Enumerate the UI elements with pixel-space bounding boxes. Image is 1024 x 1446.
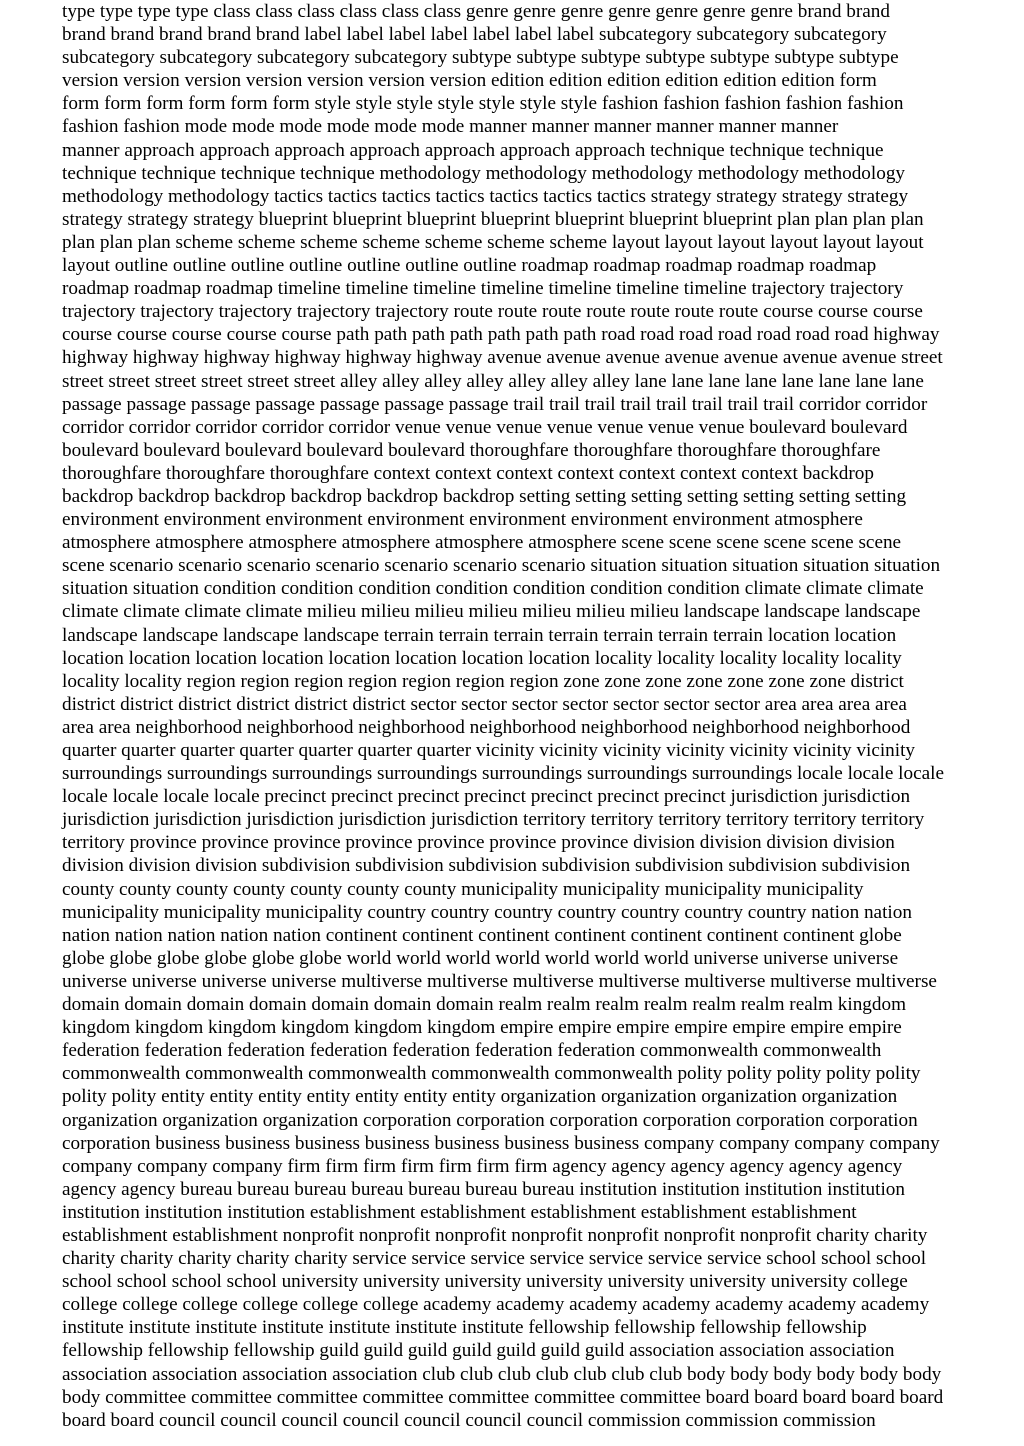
text-line: trajectory trajectory trajectory trajectory trajectory route route route route route route route course course course	[62, 301, 923, 323]
text-line: surroundings surroundings surroundings surroundings surroundings surroundings surroundings locale locale locale	[62, 763, 944, 785]
text-line: college college college college college college academy academy academy academy academy academy academy	[62, 1294, 930, 1316]
text-line: establishment establishment nonprofit nonprofit nonprofit nonprofit nonprofit nonprofit nonprofit charity charity	[62, 1224, 928, 1246]
text-line: scene scenario scenario scenario scenario scenario scenario scenario situation situation situation situation situation	[62, 555, 941, 577]
text-line: association association association association club club club club club club club body body body body body body	[62, 1363, 942, 1385]
text-line: thoroughfare thoroughfare thoroughfare context context context context context context context backdrop	[62, 462, 874, 484]
text-line: roadmap roadmap roadmap timeline timeline timeline timeline timeline timeline timeline trajectory trajectory	[62, 278, 904, 300]
text-line: methodology methodology tactics tactics tactics tactics tactics tactics tactics strategy strategy strategy strategy	[62, 185, 909, 207]
text-line: plan plan plan scheme scheme scheme scheme scheme scheme scheme layout layout layout layout layout layout	[62, 231, 924, 253]
text-line: version version version version version version version edition edition edition edition edition edition form	[62, 70, 877, 92]
text-line: highway highway highway highway highway highway avenue avenue avenue avenue avenue avenue avenue street	[62, 347, 943, 369]
text-line: federation federation federation federation federation federation federation commonwealth commonwealth	[62, 1040, 882, 1062]
text-line: agency agency bureau bureau bureau bureau bureau bureau bureau institution institution institution institution	[62, 1178, 905, 1200]
document-body	[62, 0, 1016, 1432]
text-line: territory province province province province province province province division division division division	[62, 832, 895, 854]
text-line: subcategory subcategory subcategory subcategory subtype subtype subtype subtype subtype subtype subtype	[62, 47, 899, 69]
text-line: environment environment environment environment environment environment environment atmosphere	[62, 509, 863, 531]
text-line: boulevard boulevard boulevard boulevard boulevard thoroughfare thoroughfare thoroughfare thoroughfare	[62, 439, 881, 461]
text-line: organization organization organization corporation corporation corporation corporation corporation corporation	[62, 1109, 918, 1131]
text-line: company company company firm firm firm firm firm firm firm agency agency agency agency agency agency	[62, 1155, 903, 1177]
text-line: institution institution institution establishment establishment establishment establishment establishment	[62, 1201, 857, 1223]
text-line: locale locale locale locale precinct precinct precinct precinct precinct precinct precinct jurisdiction jurisdiction	[62, 786, 911, 808]
text-line: corporation business business business business business business business company company company company	[62, 1132, 940, 1154]
text-line: globe globe globe globe globe globe world world world world world world world universe universe universe	[62, 947, 899, 969]
text-line: county county county county county county county municipality municipality municipality municipality	[62, 878, 864, 900]
text-line: commonwealth commonwealth commonwealth commonwealth commonwealth polity polity polity polity polity	[62, 1063, 921, 1085]
text-line: board board council council council council council council council commission commission commission	[62, 1409, 876, 1431]
text-line: kingdom kingdom kingdom kingdom kingdom kingdom empire empire empire empire empire empire empire	[62, 1017, 902, 1039]
text-line: charity charity charity charity charity service service service service service service service school school school	[62, 1248, 927, 1270]
text-line: brand brand brand brand brand label label label label label label label subcategory subcategory subcategory	[62, 24, 887, 46]
text-line: institute institute institute institute institute institute institute fellowship fellowship fellowship fellowship	[62, 1317, 867, 1339]
text-line: district district district district district district sector sector sector sector sector sector sector area area area area	[62, 693, 907, 715]
text-line: locality locality region region region region region region region zone zone zone zone zone zone zone district	[62, 670, 904, 692]
text-line: passage passage passage passage passage passage passage trail trail trail trail trail trail trail trail corridor corridor	[62, 393, 928, 415]
text-line: landscape landscape landscape landscape terrain terrain terrain terrain terrain terrain terrain location location	[62, 624, 897, 646]
text-line: type type type type class class class class class class genre genre genre genre genre genre genre brand brand	[62, 1, 890, 22]
text-line: area area neighborhood neighborhood neighborhood neighborhood neighborhood neighborhood neighborhood	[62, 716, 911, 738]
text-line: universe universe universe universe multiverse multiverse multiverse multiverse multiverse multiverse multiverse	[62, 970, 937, 992]
text-line: location location location location location location location location locality locality locality locality locality	[62, 647, 902, 669]
text-line: climate climate climate climate milieu milieu milieu milieu milieu milieu milieu landscape landscape landscape	[62, 601, 921, 623]
text-line: body committee committee committee committee committee committee committee board board board board board	[62, 1386, 944, 1408]
text-line: nation nation nation nation nation continent continent continent continent continent continent continent globe	[62, 924, 902, 946]
text-line: jurisdiction jurisdiction jurisdiction jurisdiction jurisdiction territory territory territory territory territory territory	[62, 809, 925, 831]
text-line: backdrop backdrop backdrop backdrop backdrop backdrop setting setting setting setting setting setting setting	[62, 485, 907, 507]
text-line: corridor corridor corridor corridor corridor venue venue venue venue venue venue venue boulevard boulevard	[62, 416, 908, 438]
text-line: quarter quarter quarter quarter quarter quarter quarter vicinity vicinity vicinity vicinity vicinity vicinity vicinity	[62, 740, 916, 761]
text-line: street street street street street street alley alley alley alley alley alley alley lane lane lane lane lane lane lane lane	[62, 370, 924, 392]
text-line: fellowship fellowship fellowship guild guild guild guild guild guild guild association association association	[62, 1340, 895, 1362]
text-line: division division division subdivision subdivision subdivision subdivision subdivision subdivision subdivision	[62, 855, 911, 877]
text-line: layout outline outline outline outline outline outline outline roadmap roadmap roadmap roadmap roadmap	[62, 255, 877, 277]
text-line: technique technique technique technique methodology methodology methodology methodology methodology	[62, 162, 906, 184]
text-line: course course course course course path path path path path path path road road road road road road road highway	[62, 324, 940, 346]
text-line: manner approach approach approach approach approach approach approach technique technique technique	[62, 139, 884, 161]
text-line: strategy strategy strategy blueprint blueprint blueprint blueprint blueprint blueprint blueprint plan plan plan plan	[62, 208, 924, 230]
text-line: fashion fashion mode mode mode mode mode mode manner manner manner manner manner manner	[62, 116, 839, 138]
text-line: polity polity entity entity entity entity entity entity entity organization organization organization organization	[62, 1086, 898, 1108]
text-line: situation situation condition condition condition condition condition condition condition climate climate climate	[62, 578, 924, 600]
text-line: atmosphere atmosphere atmosphere atmosphere atmosphere atmosphere scene scene scene scene scene scene	[62, 532, 902, 554]
text-line: school school school school university university university university university university university college	[62, 1271, 908, 1293]
text-line: form form form form form form style style style style style style style fashion fashion fashion fashion fashion	[62, 93, 904, 115]
text-line: domain domain domain domain domain domain domain realm realm realm realm realm realm realm kingdom	[62, 994, 906, 1016]
text-line: municipality municipality municipality country country country country country country country nation nation	[62, 901, 912, 923]
